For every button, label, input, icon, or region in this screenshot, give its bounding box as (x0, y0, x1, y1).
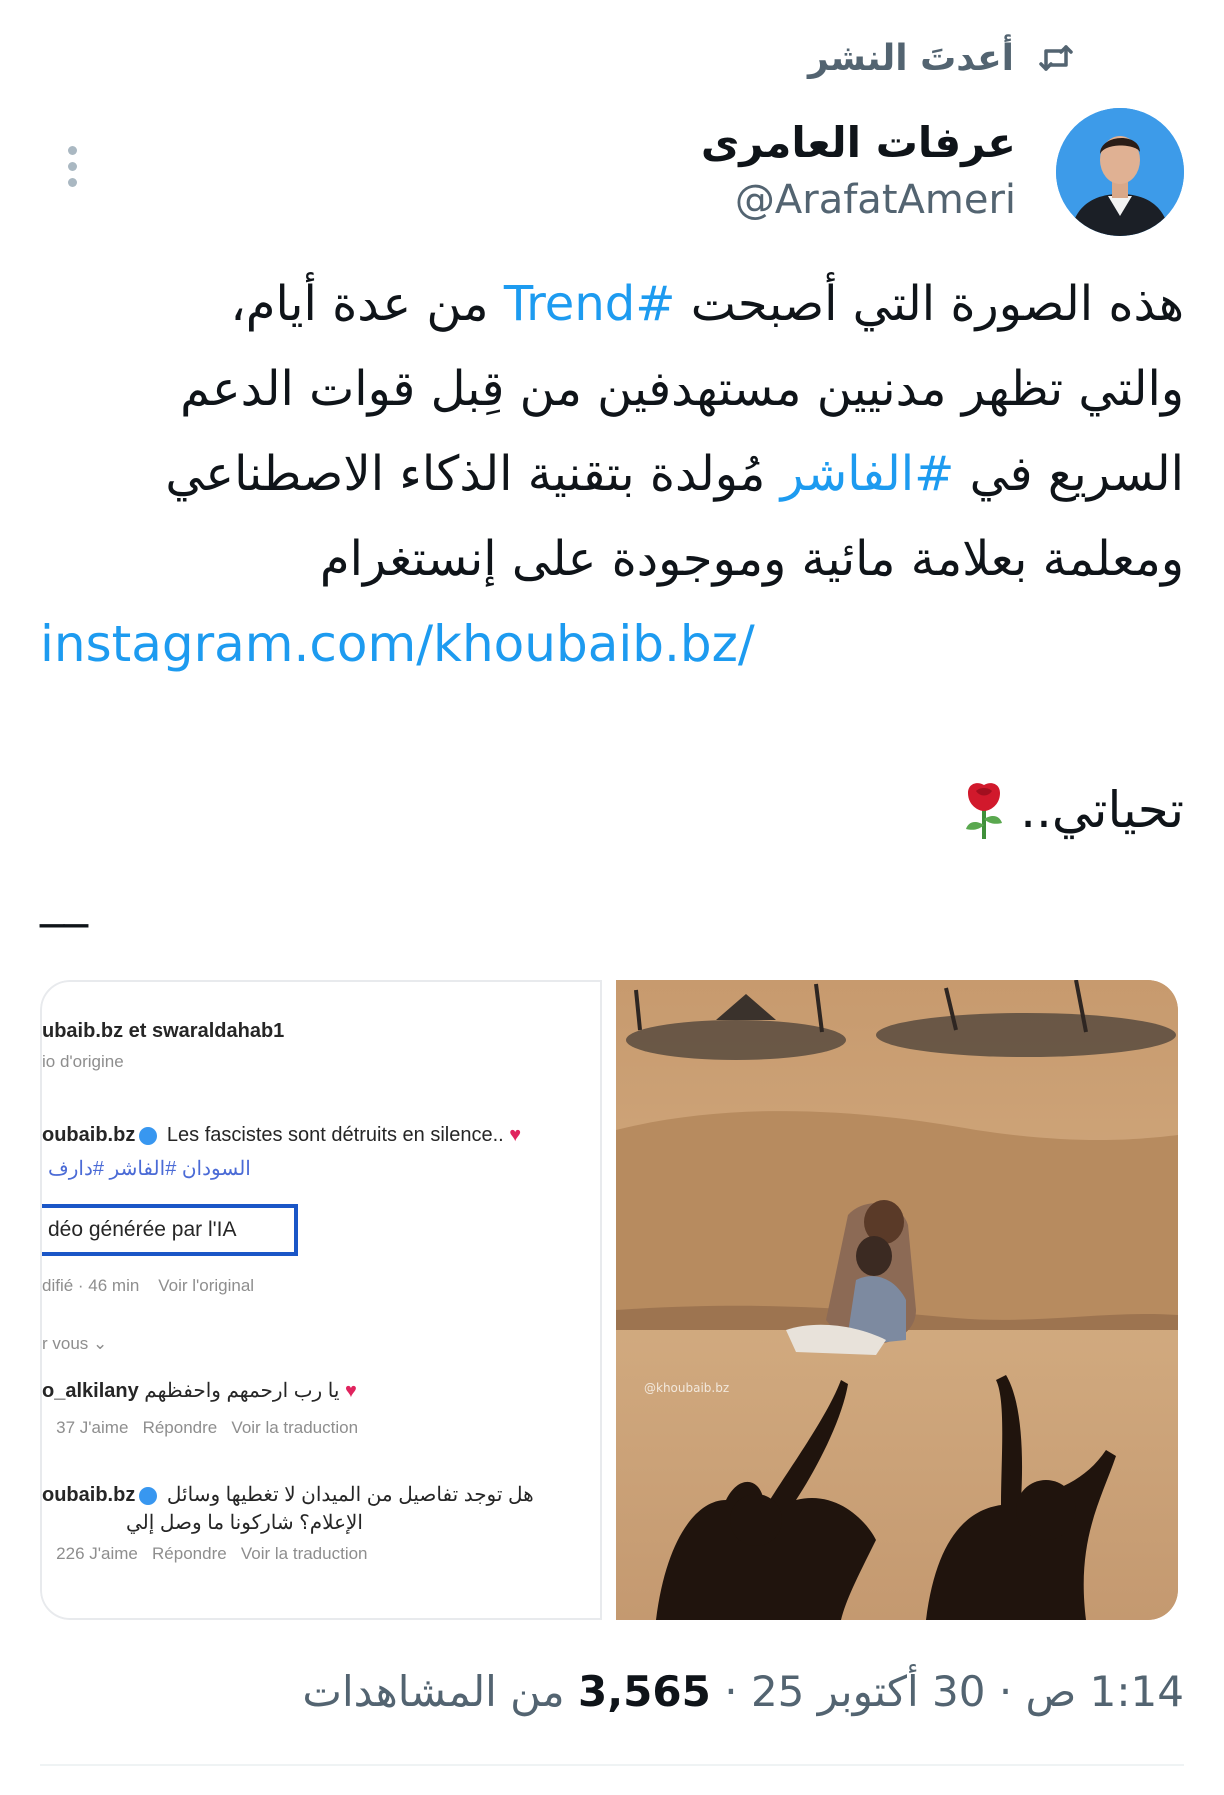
tweet-line-3 (40, 432, 1184, 517)
tweet-date[interactable]: 30 أكتوبر 25 (750, 1667, 986, 1716)
author-names (701, 114, 1016, 228)
ig-comment-1-translate: Voir la traduction (231, 1418, 359, 1437)
greeting-text: تحياتي.. (1020, 781, 1184, 839)
photo-watermark: @khoubaib.bz (644, 1381, 730, 1395)
verified-icon (139, 1127, 157, 1145)
ig-header-sub: io d'origine (42, 1052, 124, 1071)
tweet-text-segment: من عدة أيام، (230, 276, 504, 332)
views-label: من المشاهدات (302, 1667, 565, 1716)
meta-separator: · (724, 1667, 738, 1716)
more-icon[interactable] (52, 138, 92, 194)
tweet-time[interactable]: 1:14 ص (1025, 1667, 1184, 1716)
ig-for-you: r vous ⌄ (42, 1334, 108, 1353)
ig-see-original: Voir l'original (158, 1276, 255, 1295)
ig-comment-1-reply: Répondre (142, 1418, 218, 1437)
rose-emoji (960, 779, 1008, 841)
ig-comment-2 (42, 1482, 534, 1507)
tweet-line-4: ومعلمة بعلامة مائية وموجودة على إنستغرام (319, 531, 1184, 587)
tweet-line-1 (40, 262, 1184, 347)
retweet-indicator (808, 30, 1076, 86)
ig-header-users: ubaib.bz et swaraldahab1 (42, 1020, 285, 1042)
broken-heart-icon: ♥ (344, 1380, 357, 1402)
ig-comment-2-likes: 226 J'aime (56, 1544, 138, 1563)
ig-comment-2-text: هل توجد تفاصيل من الميدان لا تغطيها وسائل (166, 1484, 534, 1506)
retweet-icon (1036, 38, 1076, 78)
tweet-text (40, 262, 1184, 687)
ig-ai-label: déo générée par l'IA (42, 1204, 298, 1256)
dashes-separator: __ (40, 872, 88, 928)
ig-edited-row (42, 1276, 254, 1296)
tweet-header (40, 108, 1184, 238)
ig-comment-1-user: o_alkilany (42, 1380, 139, 1402)
views-count: 3,565 (578, 1667, 711, 1716)
tweet-meta (302, 1664, 1184, 1720)
ig-caption-tags: السودان #الفاشر #دارف (48, 1158, 251, 1180)
ig-caption (42, 1124, 521, 1147)
tweet-line-2: والتي تظهر مدنيين مستهدفين من قِبل قوات الدعم (180, 361, 1184, 417)
hashtag-alfashir[interactable]: #الفاشر (780, 446, 955, 502)
ig-comment-2-translate: Voir la traduction (240, 1544, 368, 1563)
ig-comment-2-reply: Répondre (152, 1544, 227, 1563)
user-handle[interactable]: @ArafatAmeri (734, 177, 1016, 223)
ig-for-you-text: r vous (42, 1334, 89, 1353)
ig-comment-2-meta (42, 1544, 368, 1564)
ig-caption-text: Les fascistes sont détruits en silence.. (166, 1124, 504, 1146)
ig-comment-2-text2: الإعلام؟ شاركونا ما وصل إلي (126, 1512, 363, 1534)
media-image-ai-photo[interactable] (616, 980, 1178, 1620)
divider (40, 1764, 1184, 1766)
greeting (960, 770, 1184, 850)
avatar[interactable] (1056, 108, 1184, 236)
ig-comment-1 (42, 1378, 357, 1403)
ig-edited: difié · 46 min (42, 1276, 140, 1295)
hashtag-trend[interactable]: #Trend (503, 276, 676, 332)
ig-comment-1-text: يا رب ارحمهم واحفظهم (144, 1380, 340, 1402)
display-name[interactable]: عرفات العامرى (700, 118, 1016, 167)
ig-comment-1-likes: 37 J'aime (56, 1418, 129, 1437)
tweet-text-segment: السريع في (954, 446, 1184, 502)
media-gallery (40, 980, 1178, 1620)
tweet-text-segment: هذه الصورة التي أصبحت (675, 276, 1184, 332)
retweet-label: أعدتَ النشر (807, 37, 1014, 79)
ig-caption-user: oubaib.bz (42, 1124, 136, 1146)
ig-comment-1-meta (42, 1418, 358, 1438)
ig-comment-2-user: oubaib.bz (42, 1484, 136, 1506)
broken-heart-icon: ♥ (509, 1124, 522, 1146)
tweet-text-segment: مُولدة بتقنية الذكاء الاصطناعي (165, 446, 781, 502)
ai-photo-illustration (616, 980, 1178, 1620)
verified-icon (139, 1487, 157, 1505)
meta-separator: · (998, 1667, 1013, 1716)
media-image-instagram-screenshot[interactable] (40, 980, 602, 1620)
instagram-link[interactable]: instagram.com/khoubaib.bz/ (40, 615, 755, 673)
